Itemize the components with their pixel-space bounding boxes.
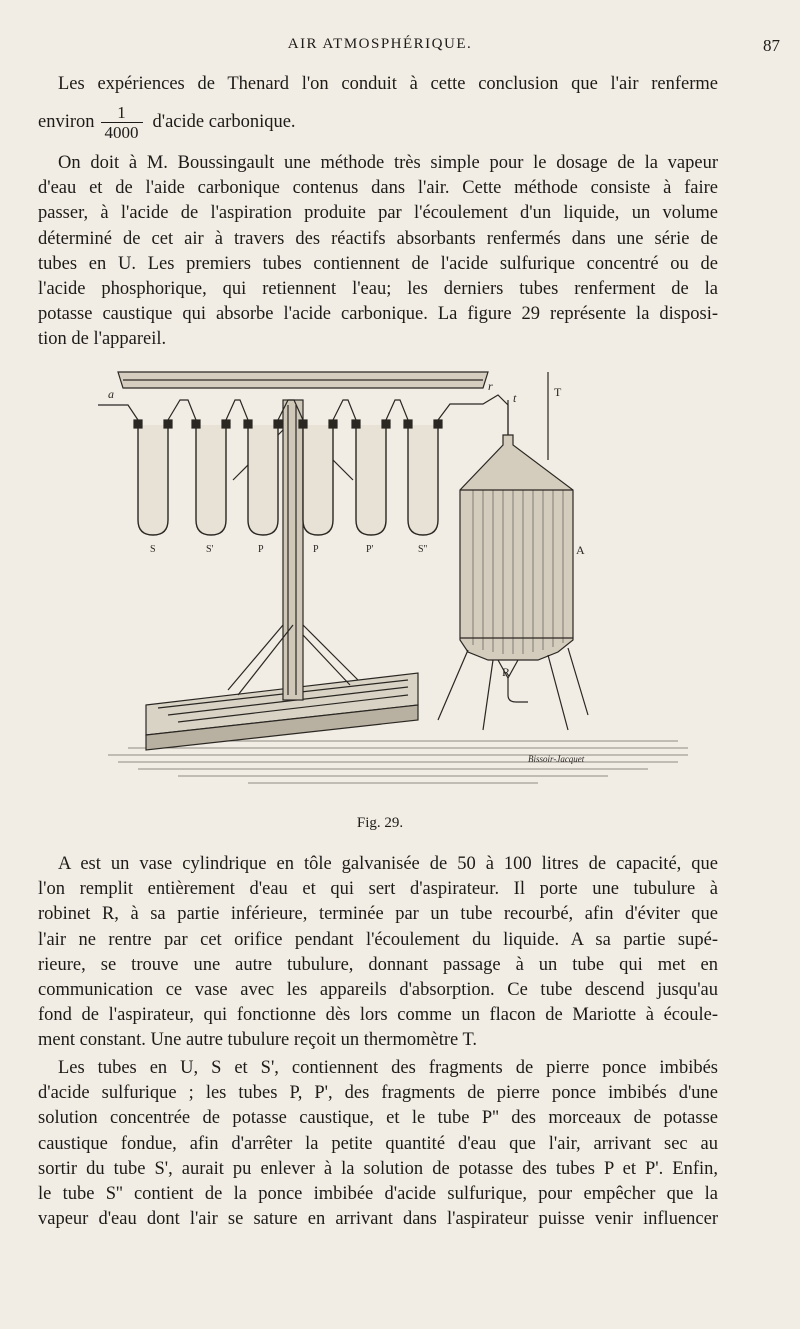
text-line: l'on remplit entièrement d'eau et qui sert d'aspirateur. Il porte une tubulure à xyxy=(38,879,718,900)
text-line: déterminé de cet air à travers des réactifs absorbants renfermés dans une série de xyxy=(38,228,718,249)
text-line: tubes en U. Les premiers tubes contiennent de l'acide sulfurique concentré ou de xyxy=(38,253,718,274)
text-fragment: environ xyxy=(38,112,95,132)
text-line: On doit à M. Boussingault une méthode très simple pour le dosage de la vapeur xyxy=(58,153,718,173)
text-line: robinet R, à sa partie inférieure, terminée par un tube recourbé, afin d'éviter que xyxy=(38,904,718,925)
text-line: Les tubes en U, S et S', contiennent des fragments de pierre ponce imbibés xyxy=(58,1058,718,1078)
text-line: d'acide sulfurique ; les tubes P, P', des fragments de pierre ponce imbibés d'une xyxy=(38,1083,718,1104)
label-S-double-prime: S'' xyxy=(418,544,428,555)
ground-shading xyxy=(108,741,688,783)
label-P-first: P xyxy=(258,544,264,555)
label-R: R xyxy=(502,665,511,679)
label-r: r xyxy=(488,379,493,393)
page-header xyxy=(38,36,780,60)
text-line: l'air ne rentre par cet orifice pendant l'écoulement du liquide. A sa partie supé- xyxy=(38,929,718,950)
text-line: rieure, se trouve une autre tubulure, donnant passage à un tube qui met en xyxy=(38,954,718,975)
paragraph-1-fraction-line xyxy=(38,103,296,142)
fraction-denominator: 4000 xyxy=(101,122,143,142)
apparatus-illustration xyxy=(88,360,708,800)
text-line: ment constant. Une autre tubulure reçoit un thermomètre T. xyxy=(38,1030,478,1051)
wooden-base xyxy=(146,673,418,750)
text-line: communication ce vase avec les appareils d'absorption. Ce tube descend jusqu'au xyxy=(38,980,718,1001)
running-title: AIR ATMOSPHÉRIQUE. xyxy=(287,36,473,52)
label-t: t xyxy=(513,391,517,405)
label-S-prime: S' xyxy=(206,544,214,555)
paragraph-1-line-1 xyxy=(38,72,718,97)
label-T: T xyxy=(554,385,562,399)
text-line: tion de l'appareil. xyxy=(38,329,167,350)
text-line: caustique fondue, afin d'arrêter la petite quantité d'eau que l'air, arrivant sec au xyxy=(38,1133,718,1154)
aspirator-vessel xyxy=(438,372,588,730)
text-fragment: d'acide carbonique. xyxy=(152,112,296,132)
text-line: d'eau et de l'aide carbonique contenus dans l'air. Cette méthode consiste à faire xyxy=(38,178,718,199)
label-S: S xyxy=(150,544,156,555)
text-line: A est un vase cylindrique en tôle galvanisée de 50 à 100 litres de capacité, que xyxy=(58,854,718,874)
paragraph-4 xyxy=(38,1056,718,1232)
text-line: vapeur d'eau dont l'air se sature en arrivant dans l'aspirateur puisse venir influencer xyxy=(38,1209,718,1230)
text-line: fond de l'aspirateur, qui fonctionne dès lors comme un flacon de Mariotte à écoule- xyxy=(38,1005,718,1026)
label-a: a xyxy=(108,387,114,401)
engraver-signature: Bissoir-Jacquet xyxy=(528,754,585,764)
crossbar xyxy=(118,372,488,388)
text-line: sortir du tube S', aurait pu enlever à la solution de potasse des tubes P et P'. Enfin, xyxy=(38,1158,718,1179)
text-line: potasse caustique qui absorbe l'acide carbonique. La figure 29 représente la disposi- xyxy=(38,304,718,325)
label-P-prime: P' xyxy=(366,544,374,555)
text-line: Les expériences de Thenard l'on conduit à cette conclusion que l'air renferme xyxy=(58,74,718,94)
label-P: P xyxy=(313,544,319,555)
paragraph-3 xyxy=(38,852,718,1054)
text-line: l'acide phosphorique, qui retiennent l'eau; les derniers tubes renferment de la xyxy=(38,279,718,300)
page-number: 87 xyxy=(763,36,780,55)
fraction xyxy=(101,103,143,142)
text-line: solution concentrée de potasse caustique, et le tube P'' des morceaux de potasse xyxy=(38,1108,718,1129)
figure-caption: Fig. 29. xyxy=(356,815,404,831)
text-line: le tube S'' contient de la ponce imbibée d'acide sulfurique, pour empêcher que la xyxy=(38,1184,718,1205)
paragraph-2 xyxy=(38,151,718,353)
label-A: A xyxy=(576,543,585,557)
fraction-numerator: 1 xyxy=(117,103,126,122)
text-line: passer, à l'acide de l'aspiration produite par l'écoulement d'un liquide, un volume xyxy=(38,203,718,224)
